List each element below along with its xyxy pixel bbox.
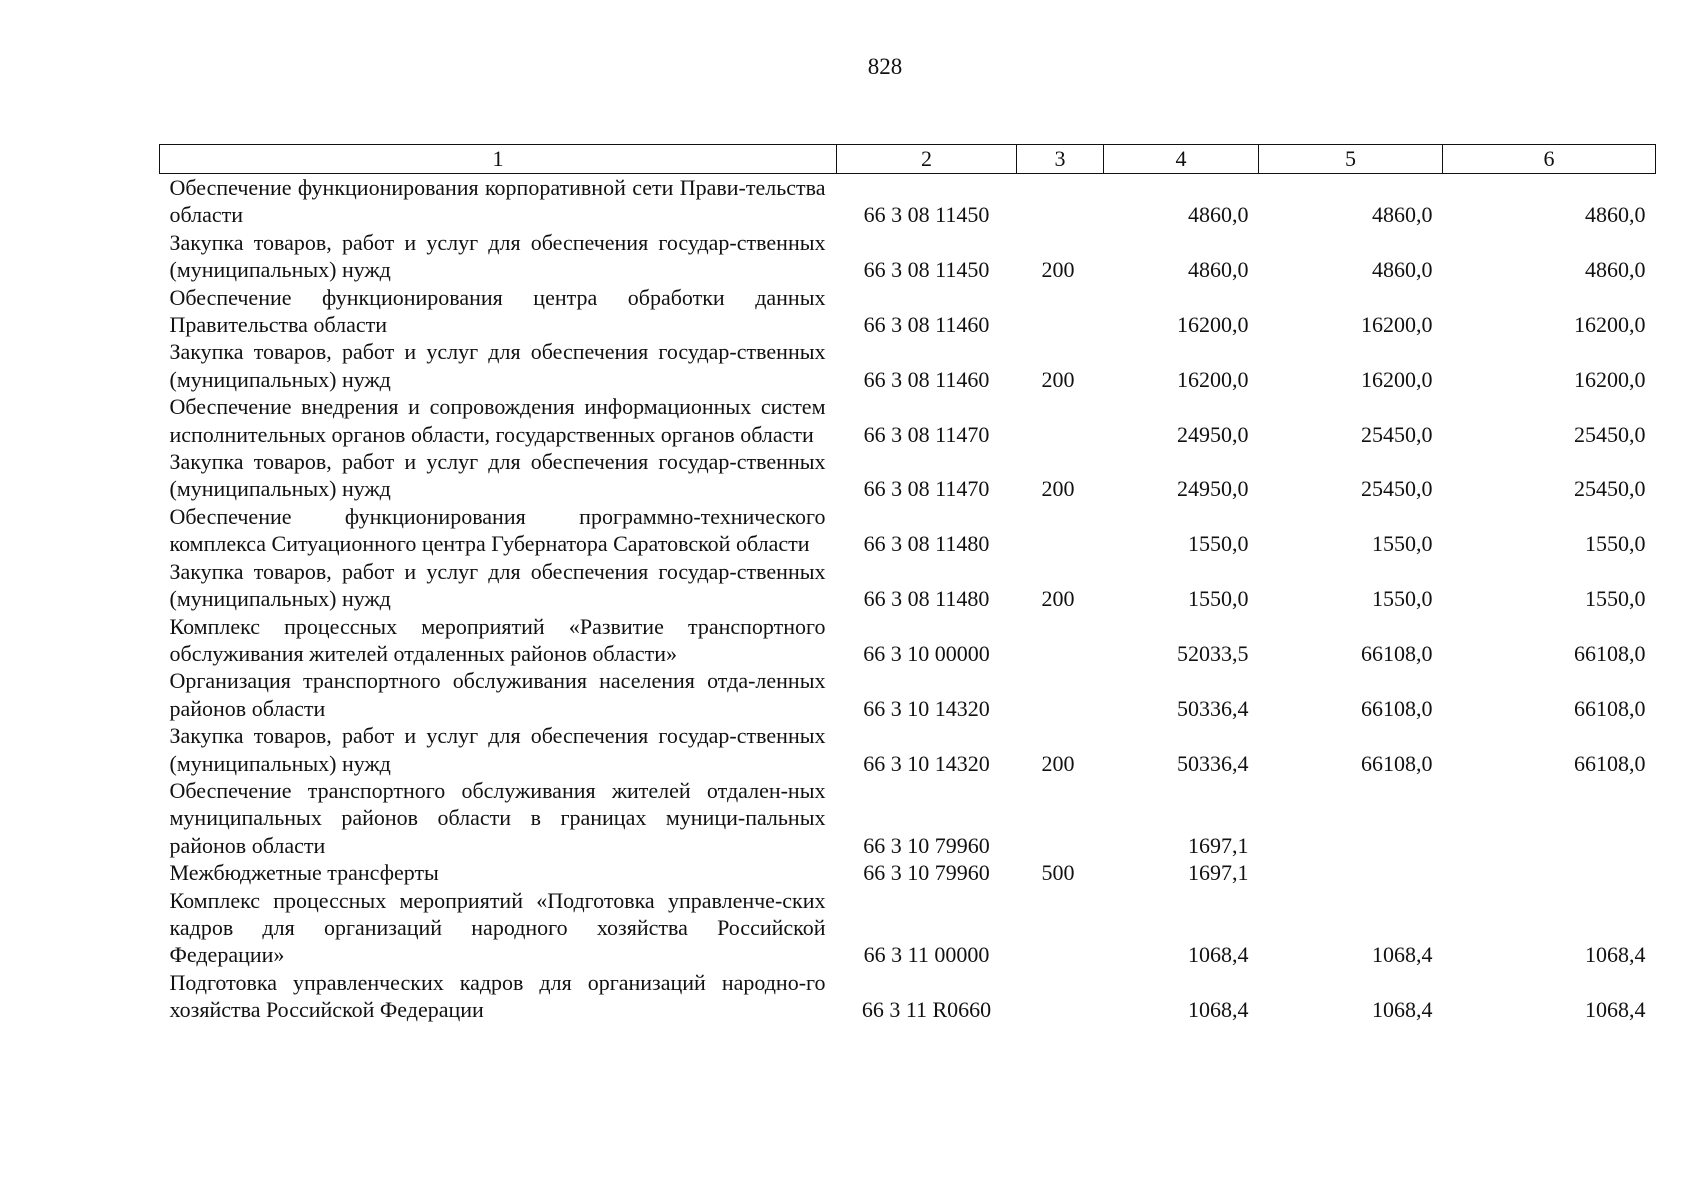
row-amount-col5: 66108,0 [1361, 640, 1433, 666]
table-row [160, 448, 1656, 503]
row-amount-col4: 4860,0 [1188, 202, 1249, 228]
row-amount-col6: 66108,0 [1574, 640, 1646, 666]
row-amount-col6 [1443, 777, 1656, 859]
row-amount-col4: 4860,0 [1188, 257, 1249, 283]
table-row [160, 859, 1656, 886]
row-target-code: 66 3 08 11480 [863, 586, 990, 612]
row-amount-col4: 1550,0 [1188, 531, 1249, 557]
row-target-code: 66 3 08 11480 [863, 531, 990, 557]
row-amount-col6: 66108,0 [1574, 750, 1646, 776]
row-description: Обеспечение функционирования корпоративной сети Прави-тельства области [169, 175, 826, 228]
row-expense-type [1017, 393, 1104, 448]
table-row [160, 229, 1656, 284]
row-description: Закупка товаров, работ и услуг для обеспечения государ-ственных (муниципальных) нужд [169, 339, 826, 392]
row-amount-col6: 4860,0 [1585, 257, 1646, 283]
row-description: Закупка товаров, работ и услуг для обеспечения государ-ственных (муниципальных) нужд [169, 723, 826, 776]
row-amount-col4: 24950,0 [1177, 476, 1249, 502]
row-amount-col5: 1068,4 [1372, 942, 1433, 968]
table-header [160, 145, 1656, 174]
row-amount-col5: 66108,0 [1361, 750, 1433, 776]
row-amount-col4: 50336,4 [1177, 695, 1249, 721]
row-target-code: 66 3 08 11450 [863, 202, 990, 228]
table-row [160, 174, 1656, 229]
row-amount-col5 [1259, 777, 1443, 859]
row-amount-col5: 4860,0 [1372, 202, 1433, 228]
row-amount-col6: 1550,0 [1585, 531, 1646, 557]
table-row [160, 613, 1656, 668]
row-amount-col4: 52033,5 [1177, 640, 1249, 666]
header-row [160, 145, 1656, 174]
row-target-code: 66 3 08 11460 [863, 312, 990, 338]
table-row [160, 887, 1656, 969]
column-header-4: 4 [1104, 145, 1259, 174]
row-amount-col6: 1550,0 [1585, 586, 1646, 612]
table-row [160, 338, 1656, 393]
row-amount-col4: 1068,4 [1188, 997, 1249, 1023]
row-amount-col5: 16200,0 [1361, 312, 1433, 338]
row-amount-col5: 16200,0 [1361, 366, 1433, 392]
column-header-6: 6 [1443, 145, 1656, 174]
table-row [160, 777, 1656, 859]
row-amount-col5: 1550,0 [1372, 586, 1433, 612]
column-header-5: 5 [1259, 145, 1443, 174]
row-expense-type: 200 [1041, 476, 1075, 502]
row-amount-col4: 16200,0 [1177, 366, 1249, 392]
row-amount-col6: 16200,0 [1574, 312, 1646, 338]
row-amount-col4: 1550,0 [1188, 586, 1249, 612]
row-amount-col5: 66108,0 [1361, 695, 1433, 721]
row-amount-col5: 4860,0 [1372, 257, 1433, 283]
row-expense-type [1017, 969, 1104, 1024]
row-amount-col6 [1443, 859, 1656, 886]
row-amount-col5: 1068,4 [1372, 997, 1433, 1023]
row-amount-col4: 24950,0 [1177, 421, 1249, 447]
row-description: Закупка товаров, работ и услуг для обеспечения государ-ственных (муниципальных) нужд [169, 558, 826, 612]
row-target-code: 66 3 11 00000 [863, 942, 990, 968]
row-amount-col5: 1550,0 [1372, 531, 1433, 557]
row-amount-col4: 1697,1 [1188, 860, 1249, 886]
column-header-1: 1 [160, 145, 837, 174]
row-amount-col6: 25450,0 [1574, 421, 1646, 447]
row-target-code: 66 3 08 11450 [863, 257, 990, 283]
row-expense-type [1017, 503, 1104, 558]
row-target-code: 66 3 11 R0660 [861, 997, 992, 1023]
row-amount-col5: 25450,0 [1361, 421, 1433, 447]
row-expense-type [1017, 284, 1104, 339]
row-description: Межбюджетные трансферты [169, 860, 439, 886]
row-target-code: 66 3 10 14320 [863, 695, 990, 721]
row-expense-type: 200 [1041, 586, 1075, 612]
budget-table [159, 144, 1656, 1024]
row-description: Обеспечение функционирования центра обработки данных Правительства области [169, 284, 826, 338]
column-header-2: 2 [837, 145, 1017, 174]
row-target-code: 66 3 10 00000 [863, 640, 990, 666]
row-expense-type: 200 [1041, 257, 1075, 283]
row-target-code: 66 3 08 11470 [863, 421, 990, 447]
row-amount-col4: 16200,0 [1177, 312, 1249, 338]
page-number: 828 [867, 54, 903, 79]
row-target-code: 66 3 10 79960 [863, 832, 990, 858]
row-amount-col4: 50336,4 [1177, 750, 1249, 776]
table-row [160, 969, 1656, 1024]
row-amount-col6: 66108,0 [1574, 695, 1646, 721]
row-description: Обеспечение транспортного обслуживания жителей отдален-ных муниципальных районов области в границах муници-пальных районов области [169, 777, 826, 858]
row-expense-type [1017, 667, 1104, 722]
table-row [160, 722, 1656, 777]
row-amount-col6: 25450,0 [1574, 476, 1646, 502]
table-body [160, 174, 1656, 1024]
row-expense-type [1017, 613, 1104, 668]
row-target-code: 66 3 10 14320 [863, 750, 990, 776]
row-description: Закупка товаров, работ и услуг для обеспечения государ-ственных (муниципальных) нужд [169, 449, 826, 502]
row-amount-col6: 1068,4 [1585, 942, 1646, 968]
column-header-3: 3 [1017, 145, 1104, 174]
row-amount-col6: 1068,4 [1585, 997, 1646, 1023]
row-expense-type [1017, 174, 1104, 229]
table-row [160, 503, 1656, 558]
row-description: Комплекс процессных мероприятий «Подготовка управленче-ских кадров для организаций народного хозяйства Российской Федерации» [169, 887, 826, 968]
row-amount-col4: 1068,4 [1188, 942, 1249, 968]
table-row [160, 558, 1656, 613]
row-description: Организация транспортного обслуживания населения отда-ленных районов области [169, 668, 826, 721]
table-row [160, 667, 1656, 722]
row-description: Обеспечение внедрения и сопровождения информационных систем исполнительных органов области, государственных органов области [169, 394, 826, 447]
row-target-code: 66 3 08 11460 [863, 366, 990, 392]
row-description: Подготовка управленческих кадров для организаций народно-го хозяйства Российской Федерации [169, 969, 826, 1023]
row-expense-type [1017, 887, 1104, 969]
row-amount-col6: 4860,0 [1585, 202, 1646, 228]
row-description: Обеспечение функционирования программно-технического комплекса Ситуационного центра Губернатора Саратовской области [169, 503, 826, 557]
row-amount-col5: 25450,0 [1361, 476, 1433, 502]
table-row [160, 284, 1656, 339]
row-target-code: 66 3 10 79960 [863, 860, 990, 886]
row-expense-type [1017, 777, 1104, 859]
row-amount-col4: 1697,1 [1188, 832, 1249, 858]
row-description: Комплекс процессных мероприятий «Развитие транспортного обслуживания жителей отдаленных районов области» [169, 613, 826, 666]
row-expense-type: 200 [1041, 750, 1075, 776]
table-row [160, 393, 1656, 448]
row-expense-type: 200 [1041, 366, 1075, 392]
row-amount-col6: 16200,0 [1574, 366, 1646, 392]
row-target-code: 66 3 08 11470 [863, 476, 990, 502]
row-expense-type: 500 [1041, 860, 1075, 886]
row-amount-col5 [1259, 859, 1443, 886]
row-description: Закупка товаров, работ и услуг для обеспечения государ-ственных (муниципальных) нужд [169, 229, 826, 283]
